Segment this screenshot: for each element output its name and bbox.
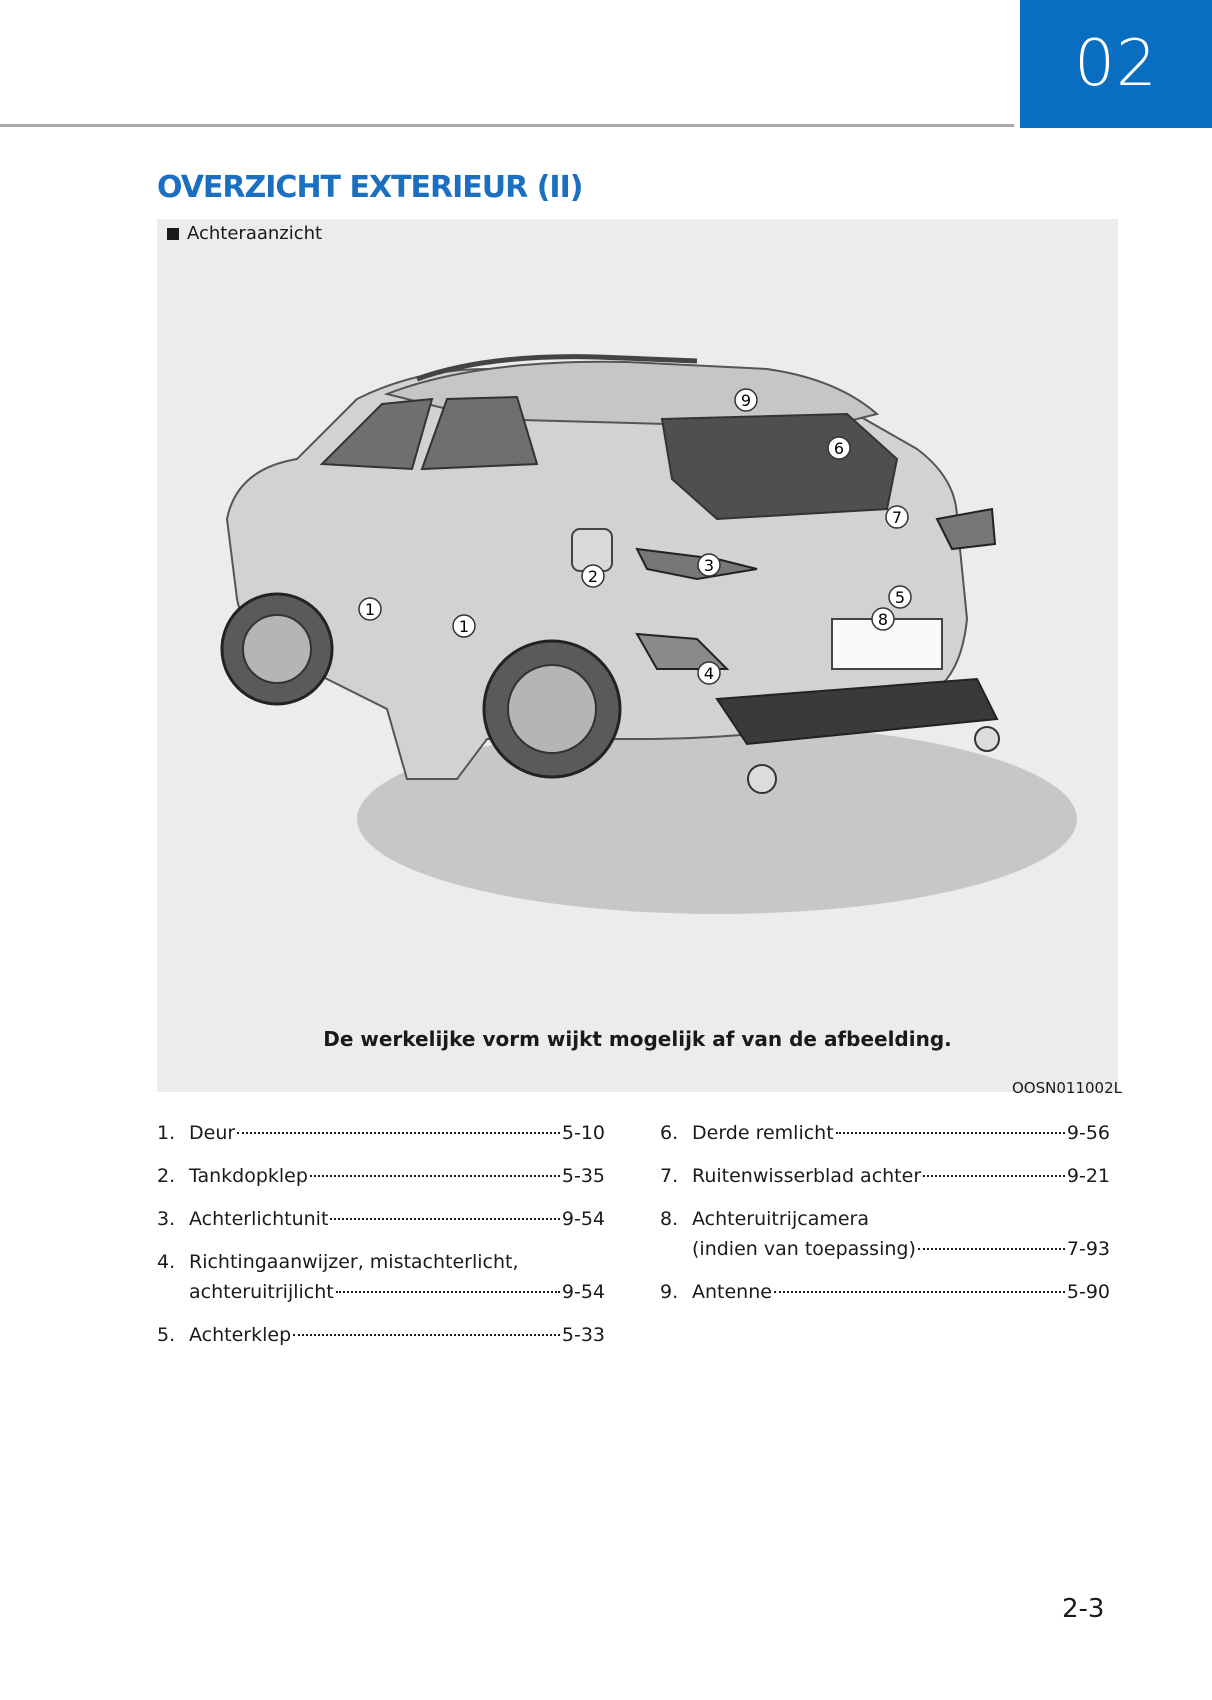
chapter-tab: 02 (1020, 0, 1212, 128)
parts-list-left (157, 1118, 605, 1363)
list-item (660, 1161, 1110, 1191)
item-page-ref: 9-56 (1066, 1122, 1110, 1144)
callout-2-text: 2 (587, 567, 599, 586)
callout-7-text: 7 (891, 508, 903, 527)
figure-code: OOSN011002L (1012, 1079, 1122, 1097)
list-item (157, 1320, 605, 1350)
item-label: (indien van toepassing) (692, 1238, 916, 1260)
callout-4 (698, 662, 720, 684)
item-number: 4. (157, 1251, 176, 1273)
item-page-ref: 5-33 (561, 1324, 605, 1346)
item-label: Tankdopklep (189, 1165, 308, 1187)
callout-7 (886, 506, 908, 528)
item-page-ref: 9-21 (1066, 1165, 1110, 1187)
list-item (660, 1204, 1110, 1264)
item-label: Achterlichtunit (189, 1208, 329, 1230)
car-rear-illustration (157, 219, 1118, 1092)
item-page-ref: 9-54 (561, 1208, 605, 1230)
callout-5-text: 5 (894, 588, 906, 607)
callout-1b (453, 615, 475, 637)
item-number: 7. (660, 1165, 679, 1187)
item-page-ref: 5-10 (561, 1122, 605, 1144)
parts-list-right (660, 1118, 1110, 1320)
callout-6 (828, 437, 850, 459)
item-number: 8. (660, 1208, 679, 1230)
item-label: Antenne (692, 1281, 772, 1303)
callout-1a-text: 1 (364, 600, 376, 619)
exhaust-left (748, 765, 776, 793)
item-label: Ruitenwisserblad achter (692, 1165, 922, 1187)
callout-8 (872, 608, 894, 630)
item-page-ref: 7-93 (1066, 1238, 1110, 1260)
leader-dots (836, 1132, 1065, 1134)
item-label: Derde remlicht (692, 1122, 834, 1144)
list-item (157, 1161, 605, 1191)
callout-1b-text: 1 (458, 617, 470, 636)
item-number: 9. (660, 1281, 679, 1303)
item-label-line1: Richtingaanwijzer, mistachterlicht, (189, 1251, 519, 1273)
figure-label-text: Achteraanzicht (187, 223, 323, 244)
item-number: 3. (157, 1208, 176, 1230)
callout-9 (735, 389, 757, 411)
page-title: OVERZICHT EXTERIEUR (II) (157, 170, 583, 205)
item-page-ref: 5-35 (561, 1165, 605, 1187)
leader-dots (918, 1248, 1065, 1250)
list-item (157, 1204, 605, 1234)
figure-caption: De werkelijke vorm wijkt mogelijk af van de afbeelding. (323, 1027, 952, 1051)
item-page-ref: 5-90 (1066, 1281, 1110, 1303)
callout-1a (359, 598, 381, 620)
callout-5 (889, 586, 911, 608)
item-label: Achterklep (189, 1324, 292, 1346)
item-label: Deur (189, 1122, 236, 1144)
leader-dots (923, 1175, 1065, 1177)
wheel-front-rim (243, 615, 311, 683)
leader-dots (774, 1291, 1065, 1293)
item-number: 5. (157, 1324, 176, 1346)
leader-dots (293, 1334, 560, 1336)
page-number: 2-3 (1062, 1594, 1105, 1624)
item-label: achteruitrijlicht (189, 1281, 334, 1303)
callout-4-text: 4 (703, 664, 715, 683)
item-number: 2. (157, 1165, 176, 1187)
header-rule (0, 124, 1014, 127)
callout-8-text: 8 (877, 610, 889, 629)
callout-3-text: 3 (703, 556, 715, 575)
list-item (157, 1118, 605, 1148)
item-number: 1. (157, 1122, 176, 1144)
exhaust-right (975, 727, 999, 751)
leader-dots (330, 1218, 559, 1220)
vehicle-figure (157, 219, 1122, 1097)
item-number: 6. (660, 1122, 679, 1144)
callout-9-text: 9 (740, 391, 752, 410)
list-item (660, 1118, 1110, 1148)
leader-dots (237, 1132, 560, 1134)
callout-3 (698, 554, 720, 576)
list-item (157, 1247, 605, 1307)
item-label-line1: Achteruitrijcamera (692, 1208, 869, 1230)
item-page-ref: 9-54 (561, 1281, 605, 1303)
leader-dots (310, 1175, 560, 1177)
leader-dots (336, 1291, 560, 1293)
list-item (660, 1277, 1110, 1307)
wheel-rear-rim (508, 665, 596, 753)
callout-6-text: 6 (833, 439, 845, 458)
callout-2 (582, 565, 604, 587)
